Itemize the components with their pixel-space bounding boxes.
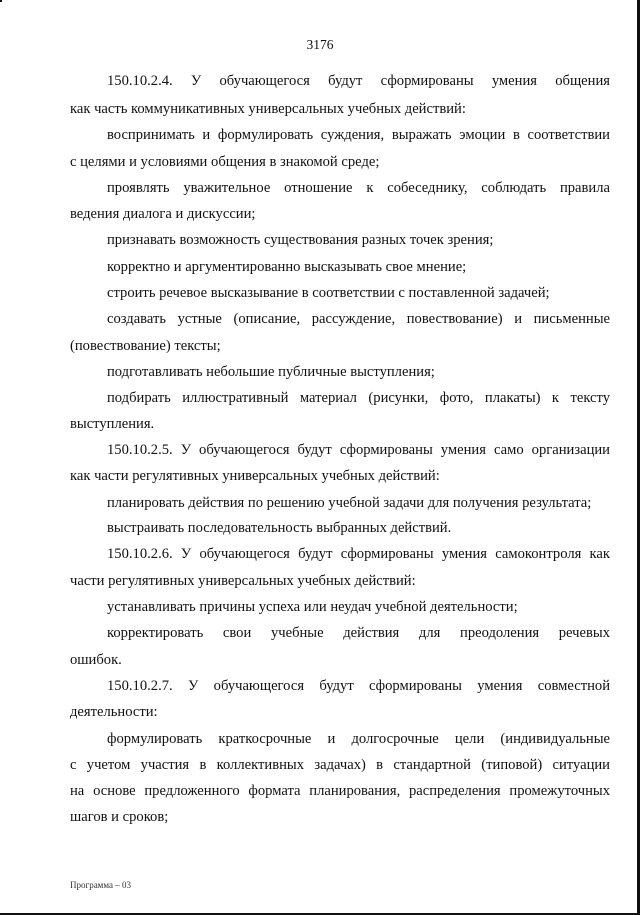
text-line: на основе предложенного формата планирования, распределения промежуточных: [70, 783, 610, 799]
page-number: 3176: [306, 37, 334, 52]
text-line: с учетом участия в коллективных задачах) в стандартной (типовой) ситуации: [70, 757, 610, 773]
text-line: выступления.: [70, 416, 155, 432]
text-line: корректно и аргументированно высказывать свое мнение;: [107, 259, 467, 275]
text-line: ведения диалога и дискуссии;: [70, 206, 256, 222]
footer-note: Программа – 03: [70, 880, 132, 890]
text-line: проявлять уважительное отношение к собеседнику, соблюдать правила: [107, 180, 610, 196]
text-line: создавать устные (описание, рассуждение, повествование) и письменные: [107, 311, 610, 327]
text-line: 150.10.2.7. У обучающегося будут сформированы умения совместной: [107, 678, 610, 694]
scan-artifact: [0, 0, 2, 2]
text-line: с целями и условиями общения в знакомой среде;: [70, 154, 380, 170]
text-line: планировать действия по решению учебной задачи для получения результата;: [107, 495, 592, 511]
text-line: выстраивать последовательность выбранных действий.: [107, 520, 452, 536]
text-line: строить речевое высказывание в соответствии с поставленной задачей;: [107, 285, 550, 301]
text-line: 150.10.2.4. У обучающегося будут сформированы умения общения: [107, 73, 610, 89]
text-line: подготавливать небольшие публичные выступления;: [107, 364, 435, 380]
text-line: признавать возможность существования разных точек зрения;: [107, 232, 494, 248]
text-line: 150.10.2.5. У обучающегося будут сформированы умения само организации: [107, 442, 610, 458]
text-line: ошибок.: [70, 652, 122, 668]
text-line: корректировать свои учебные действия для преодоления речевых: [107, 625, 610, 641]
text-line: (повествование) тексты;: [70, 338, 221, 354]
text-line: шагов и сроков;: [70, 809, 169, 825]
text-line: как части регулятивных универсальных учебных действий:: [70, 468, 440, 484]
text-line: формулировать краткосрочные и долгосрочные цели (индивидуальные: [107, 731, 610, 747]
text-line: части регулятивных универсальных учебных действий:: [70, 573, 416, 589]
text-line: устанавливать причины успеха или неудач учебной деятельности;: [107, 599, 518, 615]
text-line: как часть коммуникативных универсальных учебных действий:: [70, 101, 466, 117]
text-line: воспринимать и формулировать суждения, выражать эмоции в соответствии: [107, 127, 610, 143]
text-line: 150.10.2.6. У обучающегося будут сформированы умения самоконтроля как: [107, 546, 610, 562]
text-line: деятельности:: [70, 704, 158, 720]
text-line: подбирать иллюстративный материал (рисунки, фото, плакаты) к тексту: [107, 390, 610, 406]
